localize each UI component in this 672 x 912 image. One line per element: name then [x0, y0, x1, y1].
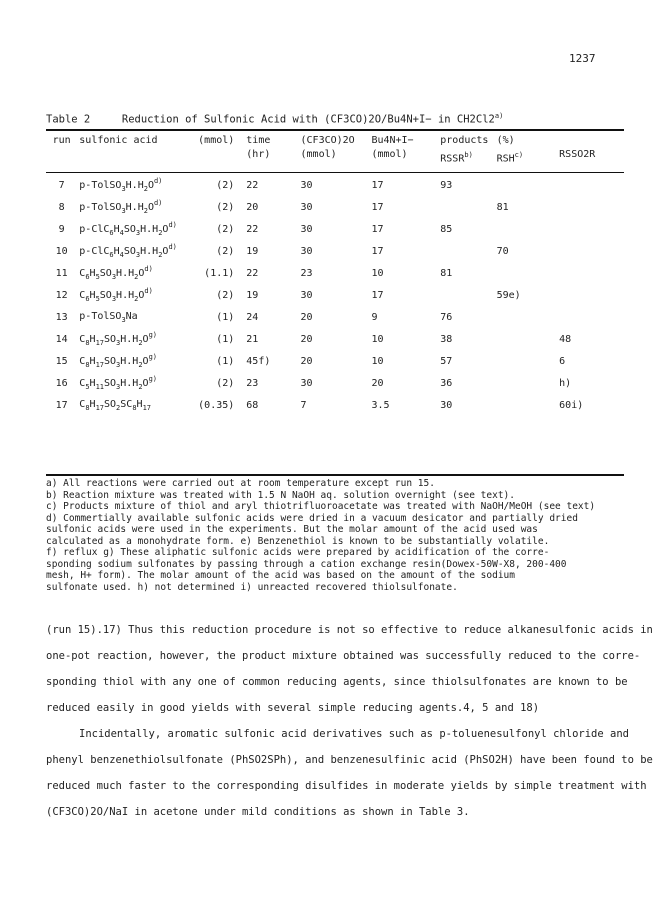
cell-time: 22 — [246, 223, 259, 235]
cell-rsso2r: 48 — [559, 333, 572, 345]
table-header — [46, 134, 624, 174]
header-anhydride-unit: (mmol) — [300, 149, 337, 160]
cell-bu4ni: 17 — [371, 223, 384, 235]
page-number: 1237 — [569, 52, 596, 65]
table-body — [46, 174, 624, 416]
cell-cf3co: 30 — [300, 179, 313, 191]
cell-acid: $C_8H_{17}SO_2SC_8H_{17}$ — [79, 398, 151, 412]
cell-rsso2r — [557, 284, 624, 306]
cell-rsh — [495, 218, 558, 240]
footnote-line: sulfonic acids were used in the experiments. But the molar amount of the acid used was — [46, 524, 538, 535]
cell-cf3co: 30 — [300, 223, 313, 235]
cell-acid: $p-ClC_6H_4SO_3H.H_2O^{d)}$ — [79, 243, 177, 259]
table-label: Table 2 — [46, 113, 91, 126]
cell-rsh: 70 — [496, 245, 509, 257]
header-rule — [46, 172, 624, 173]
cell-acid: $C_6H_5SO_3H.H_2O^{d)}$ — [79, 265, 153, 281]
cell-rsh — [495, 372, 558, 394]
cell-rsso2r — [557, 174, 624, 196]
header-iodide — [369, 134, 438, 174]
header-acid: sulfonic acid — [79, 135, 158, 146]
cell-time: 22 — [246, 267, 259, 279]
cell-cf3co: 30 — [300, 245, 313, 257]
footnote-line: f) reflux g) These aliphatic sulfonic acids were prepared by acidification of the corre- — [46, 547, 550, 558]
body-line: phenyl benzenethiolsulfonate (PhSO2SPh), and benzenesulfinic acid (PhSO2H) have been found to be — [46, 754, 653, 766]
cell-run: 13 — [55, 311, 68, 323]
cell-run: 7 — [58, 179, 65, 191]
footnote-line: b) Reaction mixture was treated with 1.5 N NaOH aq. solution overnight (see text). — [46, 489, 515, 501]
cell-rsh — [495, 328, 558, 350]
cell-acid: $C_5H_{11}SO_3H.H_2O^{g)}$ — [79, 375, 158, 391]
cell-rssr — [438, 196, 494, 218]
table-bottom-rule — [46, 474, 624, 476]
cell-time: 19 — [246, 289, 259, 301]
table-footnotes — [46, 478, 631, 593]
table-row — [46, 372, 624, 394]
cell-rssr: 93 — [440, 179, 453, 191]
table-title-note: a) — [494, 112, 504, 120]
body-line: reduced much faster to the corresponding disulfides in moderate yields by simple treatment with — [46, 780, 647, 792]
cell-bu4ni: 10 — [371, 267, 384, 279]
cell-time: 45f) — [246, 355, 271, 367]
cell-rsh — [495, 306, 558, 328]
cell-bu4ni: 9 — [371, 311, 378, 323]
header-iodide-unit: (mmol) — [371, 149, 408, 160]
cell-rssr: 36 — [440, 377, 453, 389]
table-row — [46, 350, 624, 372]
cell-mmol: (1) — [216, 311, 235, 323]
cell-acid: $p-TolSO_3H.H_2O^{d)}$ — [79, 199, 163, 215]
cell-bu4ni: 17 — [371, 201, 384, 213]
cell-rsso2r: h) — [559, 377, 572, 389]
cell-run: 17 — [55, 399, 68, 411]
cell-rsh: 59e) — [496, 289, 521, 301]
header-anhydride-label: (CF3CO)2O — [300, 135, 355, 146]
header-rsso2r — [557, 134, 624, 174]
cell-rssr: 76 — [440, 311, 453, 323]
cell-bu4ni: 17 — [371, 179, 384, 191]
body-text — [46, 617, 653, 825]
header-time-unit: (hr) — [246, 149, 271, 160]
cell-rsso2r: 6 — [559, 355, 566, 367]
header-mmol: (mmol) — [198, 135, 235, 146]
cell-time: 20 — [246, 201, 259, 213]
cell-rssr — [438, 240, 494, 262]
footnote-line: sulfonate used. h) not determined i) unreacted recovered thiolsulfonate. — [46, 581, 458, 593]
cell-acid-note: d) — [144, 287, 153, 296]
cell-rsh — [495, 350, 558, 372]
cell-mmol: (2) — [216, 223, 235, 235]
table-title: Reduction of Sulfonic Acid with (CF3CO)2O/Bu4N+I− in CH2Cl2 — [121, 113, 495, 126]
cell-bu4ni: 20 — [371, 377, 384, 389]
body-line: (CF3CO)2O/NaI in acetone under mild conditions as shown in Table 3. — [46, 806, 470, 818]
cell-acid-note: g) — [148, 375, 158, 384]
table-row — [46, 284, 624, 306]
cell-rssr: 38 — [440, 333, 453, 345]
header-rsh — [495, 134, 558, 174]
cell-acid-note: d) — [144, 265, 153, 274]
cell-cf3co: 23 — [300, 267, 313, 279]
footnote-line: mesh, H+ form). The molar amount of the acid was based on the amount of the sodium — [46, 570, 515, 581]
cell-rsso2r — [557, 262, 624, 284]
header-run: run — [52, 135, 71, 146]
cell-run: 15 — [55, 355, 68, 367]
cell-rsh — [495, 174, 558, 196]
cell-mmol: (2) — [216, 245, 235, 257]
header-time-label: time — [246, 135, 271, 146]
cell-mmol: (2) — [216, 201, 235, 213]
cell-acid: $C_6H_5SO_3H.H_2O^{d)}$ — [79, 287, 153, 303]
header-time — [244, 134, 298, 174]
cell-run: 12 — [55, 289, 68, 301]
cell-time: 22 — [246, 179, 259, 191]
body-line: sponding thiol with any one of common reducing agents, since thiolsulfonates are known to be — [46, 676, 628, 688]
cell-run: 16 — [55, 377, 68, 389]
footnote-line: d) Commertially available sulfonic acids were dried in a vacuum desicator and partially dried — [46, 512, 578, 524]
header-rsh-note: c) — [514, 151, 524, 159]
header-percent: (%) — [496, 135, 515, 146]
cell-acid: p-TolSO$_3$Na — [79, 310, 138, 324]
header-rssr-label: RSSR — [440, 153, 465, 165]
cell-mmol: (2) — [216, 179, 235, 191]
header-rssr-note: b) — [464, 151, 473, 159]
cell-acid-note: d) — [168, 221, 177, 230]
cell-rssr: 57 — [440, 355, 453, 367]
footnote-line: sponding sodium sulfonates by passing through a cation exchange resin(Dowex-50W-X8, 200-400 — [46, 558, 567, 570]
cell-acid-note: d) — [168, 243, 177, 252]
cell-run: 10 — [55, 245, 68, 257]
cell-acid: $p-ClC_6H_4SO_3H.H_2O^{d)}$ — [79, 221, 177, 237]
cell-bu4ni: 17 — [371, 245, 384, 257]
table-top-rule — [46, 129, 624, 131]
cell-rsh: 81 — [496, 201, 509, 213]
cell-bu4ni: 3.5 — [371, 399, 390, 411]
cell-acid-note: d) — [153, 177, 163, 186]
cell-cf3co: 7 — [300, 399, 307, 411]
cell-time: 23 — [246, 377, 259, 389]
cell-time: 21 — [246, 333, 259, 345]
cell-rsh — [495, 394, 558, 416]
cell-run: 8 — [58, 201, 65, 213]
cell-mmol: (1) — [216, 355, 235, 367]
header-rssr — [438, 134, 494, 174]
cell-acid: $C_8H_{17}SO_3H.H_2O^{g)}$ — [79, 331, 158, 347]
table-row — [46, 218, 624, 240]
cell-bu4ni: 17 — [371, 289, 384, 301]
cell-mmol: (2) — [216, 377, 235, 389]
cell-time: 68 — [246, 399, 259, 411]
cell-mmol: (1) — [216, 333, 235, 345]
cell-rssr: 85 — [440, 223, 453, 235]
cell-acid-note: g) — [148, 331, 158, 340]
cell-bu4ni: 10 — [371, 333, 384, 345]
cell-rsso2r — [557, 306, 624, 328]
cell-run: 14 — [55, 333, 68, 345]
header-rsso2r-label: RSSO2R — [559, 149, 596, 160]
header-products: products — [440, 135, 489, 146]
cell-rsso2r — [557, 240, 624, 262]
cell-cf3co: 30 — [300, 289, 313, 301]
cell-acid-note: d) — [153, 199, 163, 208]
cell-rsso2r: 60i) — [559, 399, 584, 411]
cell-rsh — [495, 262, 558, 284]
cell-cf3co: 20 — [300, 355, 313, 367]
table-row — [46, 196, 624, 218]
results-table — [46, 134, 624, 416]
table-row — [46, 240, 624, 262]
cell-cf3co: 20 — [300, 333, 313, 345]
body-line: Incidentally, aromatic sulfonic acid derivatives such as p-toluenesulfonyl chloride and — [79, 728, 629, 740]
cell-time: 24 — [246, 311, 259, 323]
cell-run: 11 — [55, 267, 68, 279]
footnote-line: c) Products mixture of thiol and aryl thiotrifluoroacetate was treated with NaOH/MeOH (see text) — [46, 501, 596, 512]
header-anhydride — [299, 134, 370, 174]
cell-bu4ni: 10 — [371, 355, 384, 367]
body-line: reduced easily in good yields with several simple reducing agents.4, 5 and 18) — [46, 702, 540, 714]
cell-rssr: 30 — [440, 399, 453, 411]
body-line: (run 15).17) Thus this reduction procedure is not so effective to reduce alkanesulfonic acids in — [46, 624, 653, 636]
table-row — [46, 306, 624, 328]
cell-rsso2r — [557, 218, 624, 240]
cell-time: 19 — [246, 245, 259, 257]
cell-mmol: (0.35) — [198, 399, 235, 411]
cell-acid: $p-TolSO_3H.H_2O^{d)}$ — [79, 177, 163, 193]
cell-mmol: (1.1) — [204, 267, 235, 279]
table-caption — [46, 112, 503, 126]
header-iodide-label: Bu4N+I− — [371, 135, 414, 146]
footnote-line: a) All reactions were carried out at room temperature except run 15. — [46, 478, 435, 489]
cell-rssr — [438, 284, 494, 306]
cell-acid: $C_8H_{17}SO_3H.H_2O^{g)}$ — [79, 353, 158, 369]
cell-cf3co: 30 — [300, 377, 313, 389]
cell-acid-note: g) — [148, 353, 158, 362]
table-row — [46, 394, 624, 416]
cell-rsso2r — [557, 196, 624, 218]
footnote-line: calculated as a monohydrate form. e) Benzenethiol is known to be substantially volatile. — [46, 535, 550, 547]
cell-cf3co: 30 — [300, 201, 313, 213]
cell-run: 9 — [58, 223, 65, 235]
body-line: one-pot reaction, however, the product mixture obtained was successfully reduced to the corre- — [46, 650, 641, 662]
header-rsh-label: RSH — [496, 153, 515, 165]
table-row — [46, 174, 624, 196]
table-row — [46, 262, 624, 284]
table-row — [46, 328, 624, 350]
cell-cf3co: 20 — [300, 311, 313, 323]
cell-mmol: (2) — [216, 289, 235, 301]
cell-rssr: 81 — [440, 267, 453, 279]
